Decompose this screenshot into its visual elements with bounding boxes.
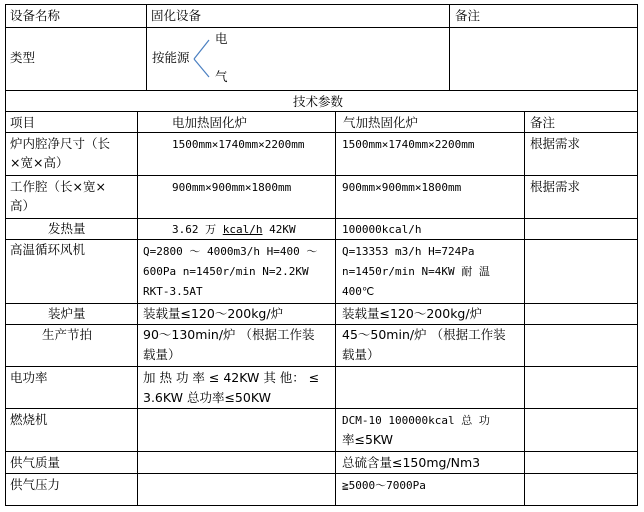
gas-pressure-value: ≧5000～7000Pa xyxy=(342,479,426,492)
work-chamber-electric: 900mm×900mm×1800mm xyxy=(172,181,292,194)
table-border-top xyxy=(5,4,638,5)
fan-gas-line-1: Q=13353 m3/h H=724Pa xyxy=(342,245,475,258)
cycle-label: 生产节拍 xyxy=(42,327,93,342)
col-divider xyxy=(146,4,147,91)
cycle-gas-line-2: 载量） xyxy=(342,347,380,362)
table-border-left xyxy=(5,4,6,506)
work-chamber-gas: 900mm×900mm×1800mm xyxy=(342,181,462,194)
row-divider xyxy=(5,366,638,367)
col-divider xyxy=(137,111,138,506)
energy-option-electric: 电 xyxy=(215,31,228,46)
furnace-size-label-1: 炉内腔净尺寸（长 xyxy=(10,136,111,151)
power-electric-line-1: 加 热 功 率 ≤ 42KW 其 他： ≤ xyxy=(143,370,320,385)
row-divider xyxy=(5,473,638,474)
equipment-name-value: 固化设备 xyxy=(151,8,202,23)
power-electric-line-2: 3.6KW 总功率≤50KW xyxy=(143,390,271,405)
burner-gas-line-1: DCM-10 100000kcal 总 功 xyxy=(342,414,490,427)
furnace-size-notes: 根据需求 xyxy=(530,136,581,151)
power-label: 电功率 xyxy=(10,370,48,385)
table-border-right xyxy=(637,4,638,506)
col-divider xyxy=(335,111,336,506)
fan-label: 高温循环风机 xyxy=(10,242,86,257)
work-chamber-label-2: 高） xyxy=(10,198,36,213)
equipment-name-label: 设备名称 xyxy=(10,8,61,23)
load-label: 装炉量 xyxy=(48,306,86,321)
cycle-electric-line-1: 90～130min/炉 （根据工作装 xyxy=(143,327,315,342)
load-gas: 装载量≤120～200kg/炉 xyxy=(342,306,483,321)
furnace-size-gas: 1500mm×1740mm×2200mm xyxy=(342,138,475,151)
heat-output-gas: 100000kcal/h xyxy=(342,223,422,236)
type-label: 类型 xyxy=(10,50,36,65)
col-divider xyxy=(449,4,450,91)
row-divider xyxy=(5,90,638,91)
energy-source-text: 能源 xyxy=(164,50,190,65)
col-header-electric: 电加热固化炉 xyxy=(172,115,248,130)
row-divider xyxy=(5,218,638,219)
remarks-label: 备注 xyxy=(455,8,481,23)
row-divider xyxy=(5,175,638,176)
fan-electric-line-3: RKT-3.5AT xyxy=(143,285,203,298)
col-header-notes: 备注 xyxy=(530,115,556,130)
row-divider xyxy=(5,324,638,325)
fan-gas-line-3: 400℃ xyxy=(342,285,375,298)
energy-option-gas: 气 xyxy=(215,69,228,84)
heat-output-electric-unit: kcal/h xyxy=(222,223,263,236)
row-divider xyxy=(5,303,638,304)
load-electric: 装载量≤120～200kg/炉 xyxy=(143,306,284,321)
furnace-size-electric: 1500mm×1740mm×2200mm xyxy=(172,138,305,151)
col-header-gas: 气加热固化炉 xyxy=(343,115,419,130)
gas-quality-value: 总硫含量≤150mg/Nm3 xyxy=(342,455,481,470)
gas-pressure-label: 供气压力 xyxy=(10,477,61,492)
heat-output-electric-value: 3.62 万 xyxy=(172,223,223,236)
section-title: 技术参数 xyxy=(293,94,344,109)
row-divider xyxy=(5,132,638,133)
energy-source-label xyxy=(152,49,190,66)
table-border-bottom xyxy=(5,505,638,506)
gas-quality-label: 供气质量 xyxy=(10,455,61,470)
row-divider xyxy=(5,451,638,452)
row-divider xyxy=(5,408,638,409)
burner-gas-line-2: 率≤5KW xyxy=(342,432,394,447)
burner-label: 燃烧机 xyxy=(10,412,48,427)
work-chamber-notes: 根据需求 xyxy=(530,179,581,194)
cycle-electric-line-2: 载量） xyxy=(143,347,181,362)
energy-source-prefix: 按 xyxy=(152,50,165,65)
fan-electric-line-1: Q=2800 ～ 4000m3/h H=400 ～ xyxy=(143,245,318,258)
row-divider xyxy=(5,239,638,240)
cycle-gas-line-1: 45～50min/炉 （根据工作装 xyxy=(342,327,506,342)
heat-output-electric-power: 42KW xyxy=(262,223,296,236)
col-header-item: 项目 xyxy=(10,115,36,130)
row-divider xyxy=(5,27,638,28)
work-chamber-label-1: 工作腔（长×宽× xyxy=(10,179,106,194)
fan-electric-line-2: 600Pa n=1450r/min N=2.2KW xyxy=(143,265,309,278)
heat-output-label: 发热量 xyxy=(48,221,86,236)
furnace-size-label-2: ×宽×高） xyxy=(10,155,69,170)
col-divider xyxy=(524,111,525,506)
row-divider xyxy=(5,111,638,112)
fan-gas-line-2: n=1450r/min N=4KW 耐 温 xyxy=(342,265,490,278)
heat-output-electric xyxy=(172,221,296,238)
